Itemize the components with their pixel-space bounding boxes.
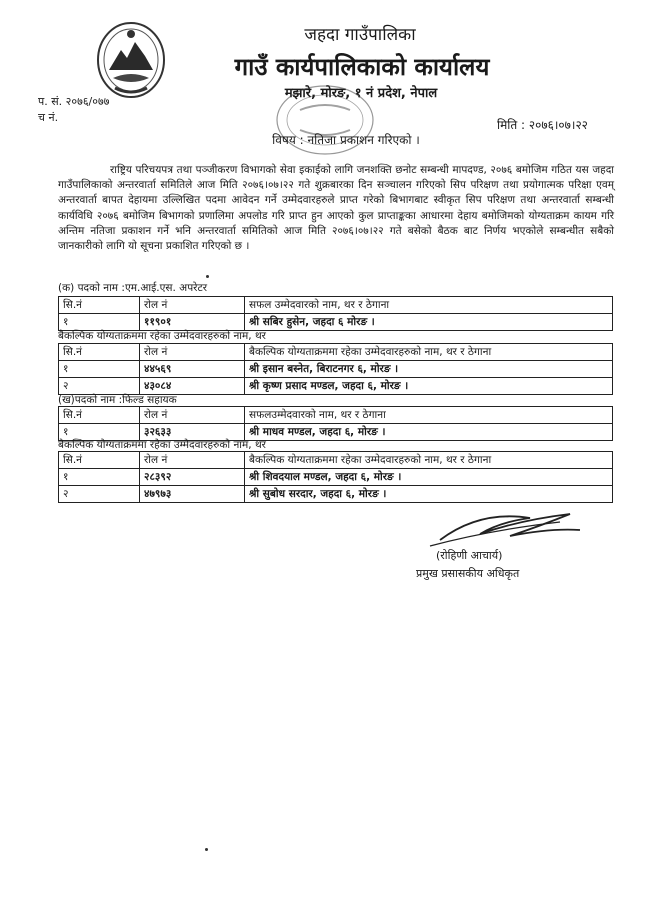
header-cell: रोल नं bbox=[140, 344, 245, 361]
table-cell: १ bbox=[59, 424, 140, 441]
section-kha-alternate-title: बैकल्पिक योग्यताक्रममा रहेका उम्मेदवारहरुको नाम, थर bbox=[58, 439, 266, 451]
speck bbox=[205, 848, 208, 851]
speck bbox=[206, 275, 209, 278]
section-ka-table bbox=[58, 296, 613, 331]
table-row bbox=[59, 469, 613, 486]
municipality-name: जहदा गाउँपालिका bbox=[304, 25, 416, 45]
section-ka-alternate-title: बैकल्पिक योग्यताक्रममा रहेका उम्मेदवारहरुको नाम, थर bbox=[58, 330, 266, 342]
signatory-title: प्रमुख प्रसासकीय अधिकृत bbox=[416, 567, 520, 580]
table-cell: ४४५६९ bbox=[140, 361, 245, 378]
table-header-row bbox=[59, 344, 613, 361]
table-cell: १ bbox=[59, 469, 140, 486]
signatory-name: (रोहिणी आचार्य) bbox=[436, 549, 503, 562]
table-cell: श्री माधव मण्डल, जहदा ६, मोरङ । bbox=[245, 424, 613, 441]
section-ka-title: (क) पदको नाम :एम.आई.एस. अपरेटर bbox=[58, 282, 208, 294]
office-name: गाउँ कार्यपालिकाको कार्यालय bbox=[234, 53, 490, 81]
table-header-row bbox=[59, 407, 613, 424]
table-cell: ४७९७३ bbox=[140, 486, 245, 503]
section-ka-alternate-table bbox=[58, 343, 613, 395]
table-row bbox=[59, 378, 613, 395]
table-cell: श्री कृष्ण प्रसाद मण्डल, जहदा ६, मोरङ । bbox=[245, 378, 613, 395]
table-cell: २ bbox=[59, 378, 140, 395]
header-cell: रोल नं bbox=[140, 297, 245, 314]
table-cell: श्री शिवदयाल मण्डल, जहदा ६, मोरङ । bbox=[245, 469, 613, 486]
header-cell: रोल नं bbox=[140, 452, 245, 469]
table-cell: ३२६३३ bbox=[140, 424, 245, 441]
header-cell: रोल नं bbox=[140, 407, 245, 424]
reference-number: प. सं. २०७६/०७७ bbox=[38, 95, 110, 108]
header-cell: सि.नं bbox=[59, 407, 140, 424]
document-date: मिति : २०७६।०७।२२ bbox=[497, 118, 588, 132]
header-cell: सफलउम्मेदवारको नाम, थर र ठेगाना bbox=[245, 407, 613, 424]
table-header-row bbox=[59, 297, 613, 314]
office-address: मझारे, मोरङ, १ नं प्रदेश, नेपाल bbox=[284, 86, 438, 101]
document-subject: विषय : नतिजा प्रकाशन गरिएको । bbox=[272, 133, 420, 147]
header-cell: सफल उम्मेदवारको नाम, थर र ठेगाना bbox=[245, 297, 613, 314]
table-header-row bbox=[59, 452, 613, 469]
notice-body: राष्ट्रिय परिचयपत्र तथा पञ्जीकरण विभागको सेवा इकाईको लागि जनशक्ति छनोट सम्बन्धी मापदण्ड, २०७६ बमोजिम गठित यस जहदा गाउँपालिकाको अन्तरवार्ता समितिले आज मिति २०७६।०७।२२ गते शुक्रबारका दिन सञ्चालन गरिएको सिप परिक्षण तथा प्रयोगात्मक परिक्षा एवम् अन्तरवार्ता बापत देहायमा उल्लिखित पदमा आवेदन गर्ने उम्मेदवारहरुले प्राप्त गरेको बिभागबाट स्वीकृत सिप परिक्षण तथा अन्तरवार्ता सम्बन्धी कार्यविधि २०७६ बमोजिम बिभागको प्रणालिमा अपलोड गरि प्राप्त हुन आएको कुल प्राप्ताङ्कका आधारमा देहाय बमोजिमको योग्यताक्रम कायम गरि अन्तिम नतिजा प्रकाशन गर्ने भनि अन्तरवार्ता समितिको आज मिति २०७६।०७।२२ गते बसेको बैठक बाट निर्णय भएकोले सम्बन्धीत सबैको जानकारीको लागि यो सूचना प्रकाशित गरिएको छ । bbox=[58, 164, 614, 253]
section-kha-title: (ख)पदको नाम :फिल्ड सहायक bbox=[58, 394, 177, 406]
office-stamp bbox=[270, 80, 380, 160]
table-row bbox=[59, 314, 613, 331]
table-row bbox=[59, 361, 613, 378]
header-cell: बैकल्पिक योग्यताक्रममा रहेका उम्मेदवारहरुको नाम, थर र ठेगाना bbox=[245, 344, 613, 361]
header-cell: बैकल्पिक योग्यताक्रममा रहेका उम्मेदवारहरुको नाम, थर र ठेगाना bbox=[245, 452, 613, 469]
header-cell: सि.नं bbox=[59, 452, 140, 469]
dispatch-number: च नं. bbox=[38, 111, 59, 124]
table-cell: १ bbox=[59, 361, 140, 378]
table-cell: २ bbox=[59, 486, 140, 503]
header-cell: सि.नं bbox=[59, 297, 140, 314]
table-cell: १ bbox=[59, 314, 140, 331]
table-cell: श्री इसान बस्नेत, बिराटनगर ६, मोरङ । bbox=[245, 361, 613, 378]
section-kha-alternate-table bbox=[58, 451, 613, 503]
table-cell: श्री सुबोध सरदार, जहदा ६, मोरङ । bbox=[245, 486, 613, 503]
section-kha-table bbox=[58, 406, 613, 441]
table-cell: ४३०८४ bbox=[140, 378, 245, 395]
header-cell: सि.नं bbox=[59, 344, 140, 361]
table-cell: ११९०१ bbox=[140, 314, 245, 331]
table-cell: श्री सबिर हुसेन, जहदा ६ मोरङ । bbox=[245, 314, 613, 331]
table-cell: २८३९२ bbox=[140, 469, 245, 486]
